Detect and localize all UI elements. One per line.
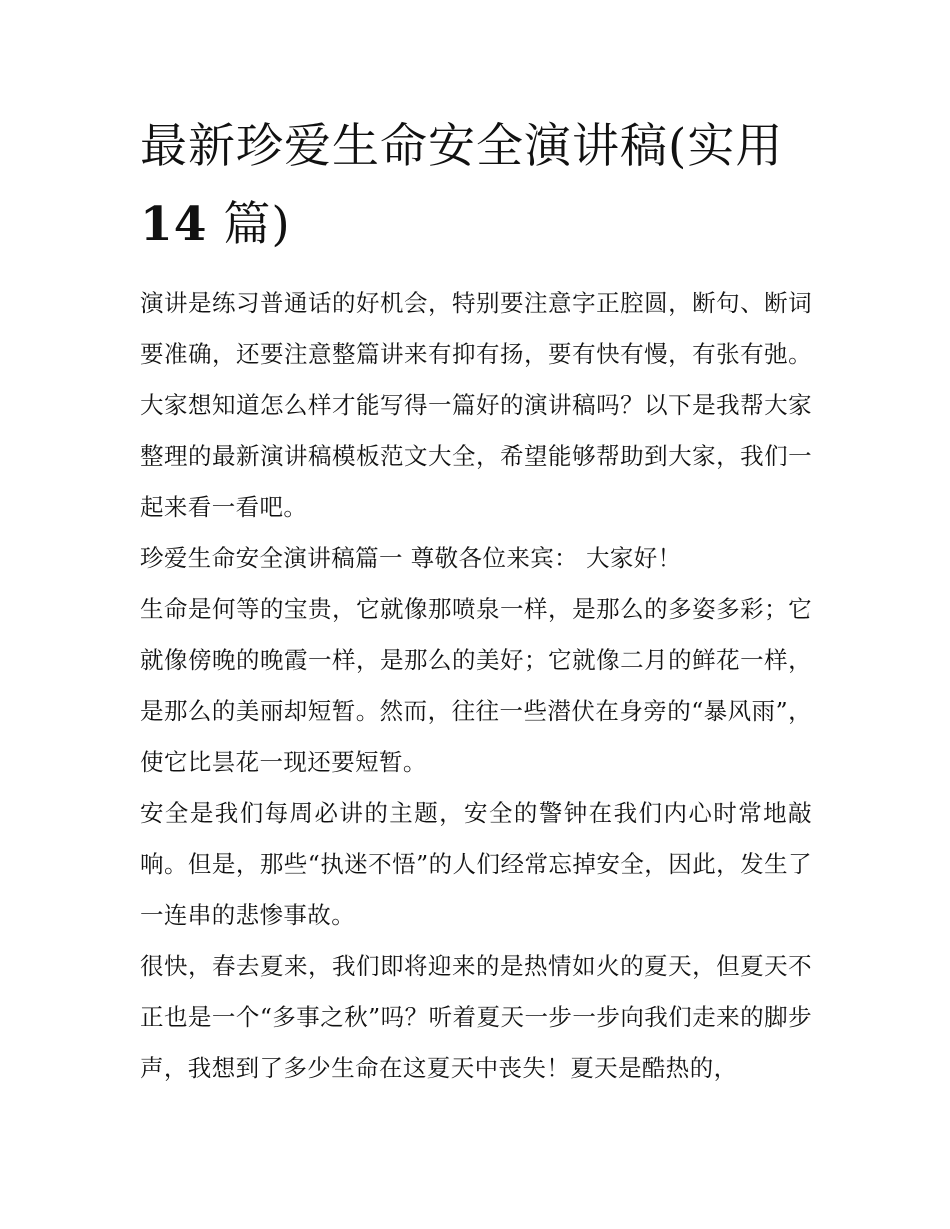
title-line-2: 篇) (207, 197, 291, 252)
intro-paragraph: 演讲是练习普通话的好机会，特别要注意字正腔圆，断句、断词要准确，还要注意整篇讲来有抑有扬，要有快有慢，有张有弛。大家想知道怎么样才能写得一篇好的演讲稿吗？以下是我帮大家整理的最新演讲稿模板范文大全，希望能够帮助到大家，我们一起来看一看吧。 (140, 289, 812, 521)
body-paragraph: 生命是何等的宝贵，它就像那喷泉一样，是那么的多姿多彩；它就像傍晚的晚霞一样，是那么的美好；它就像二月的鲜花一样，是那么的美丽却短暂。然而，往往一些潜伏在身旁的“暴风雨”，使它比昙花一现还要短暂。 (140, 595, 812, 776)
document-title (140, 108, 812, 264)
document-body (140, 108, 812, 1094)
title-line-1: 最新珍爱生命安全演讲稿(实用 (140, 119, 784, 174)
body-paragraph: 很快，春去夏来，我们即将迎来的是热情如火的夏天，但夏天不正也是一个“多事之秋”吗？听着夏天一步一步向我们走来的脚步声，我想到了多少生命在这夏天中丧失！夏天是酷热的， (140, 952, 812, 1082)
title-number: 14 (140, 197, 208, 252)
body-paragraph: 安全是我们每周必讲的主题，安全的警钟在我们内心时常地敲响。但是，那些“执迷不悟”的人们经常忘掉安全，因此，发生了一连串的悲惨事故。 (140, 799, 812, 929)
section-heading-paragraph: 珍爱生命安全演讲稿篇一 尊敬各位来宾： 大家好！ (140, 544, 682, 572)
